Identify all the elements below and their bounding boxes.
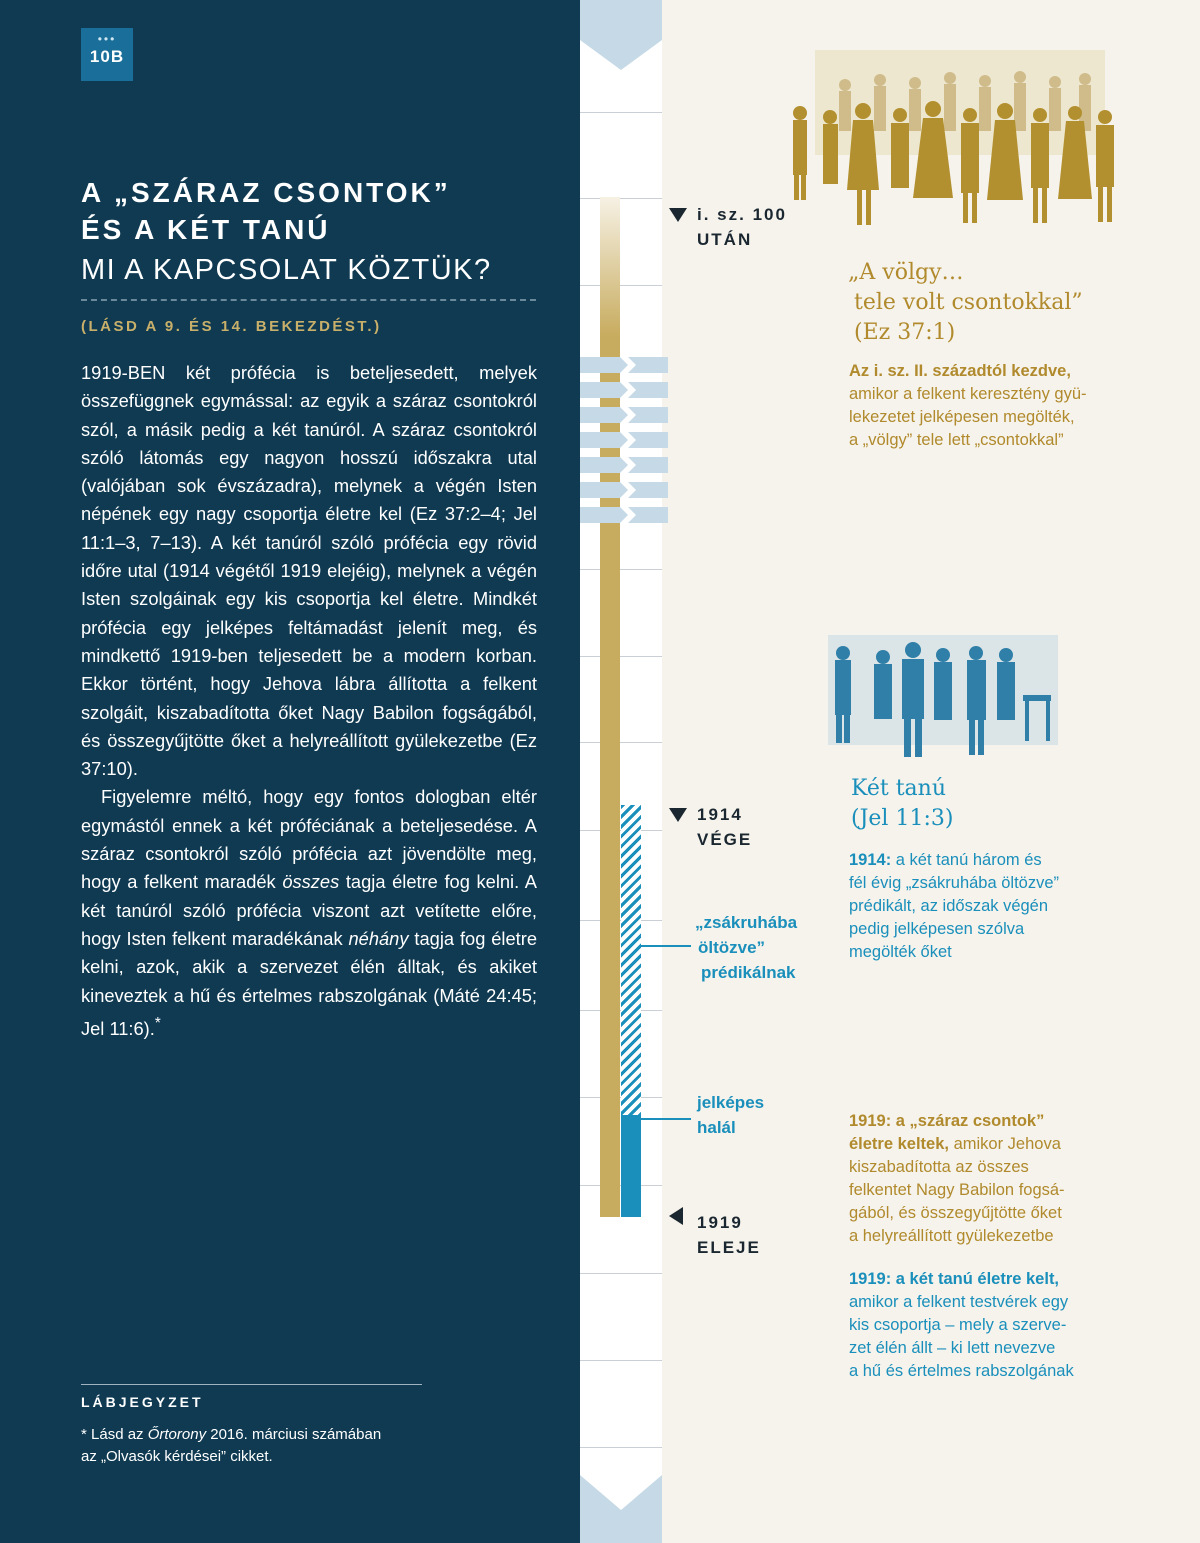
- bones-1919-text: [849, 1110, 1065, 1248]
- bones-1919-bold2: életre keltek,: [849, 1135, 949, 1153]
- title-line-2: ÉS A KÉT TANÚ: [81, 214, 331, 245]
- p2-emphasis-2: néhány: [348, 927, 409, 949]
- timeline-top-arrow: [580, 0, 662, 70]
- timeline-tick: [580, 1447, 662, 1448]
- footnote-line2: az „Olvasók kérdései” cikket.: [81, 1448, 273, 1465]
- footnote-heading: LÁBJEGYZET: [81, 1394, 204, 1410]
- witnesses-heading-line1: Két tanú: [851, 776, 946, 801]
- death-connector: [641, 1118, 691, 1120]
- timeline-tick: [580, 1360, 662, 1361]
- bones-1919-line3: kiszabadította az összes: [849, 1158, 1029, 1176]
- footnote-line1-b: 2016. márciusi számában: [206, 1426, 382, 1443]
- witnesses-text-line1: [849, 849, 1059, 872]
- timeline-tick: [580, 742, 662, 743]
- valley-text-line3: lekezetet jelképesen megölték,: [849, 408, 1075, 426]
- witnesses-text-line5: megölték őket: [849, 943, 952, 961]
- marker-1919-line1: 1919: [697, 1213, 743, 1232]
- timeline-tick: [580, 569, 662, 570]
- reference-note: (LÁSD A 9. ÉS 14. BEKEZDÉST.): [81, 318, 382, 335]
- p2-part-a: Figyelemre méltó, hogy egy fontos dologban eltér egymástól ennek a két próféciának a beteljesedése. A száraz csontokról szóló prófécia azt jövendölte meg, hogy a felkent maradék: [81, 786, 537, 893]
- bones-1919-line5: gából, és összegyűjtötte őket: [849, 1204, 1062, 1222]
- dry-bones-period-bar: [600, 197, 620, 1217]
- timeline-tick: [580, 656, 662, 657]
- timeline-bottom-arrow: [580, 1475, 662, 1543]
- footnote-divider: [81, 1384, 422, 1385]
- paragraph-1: 1919-BEN két prófécia is beteljesedett, melyek összefüggnek egymással: az egyik a száraz csontokról szól, a másik pedig a két tanúról. A száraz csontokról szóló látomás egy nagyon hosszú időszakra utal (valójában sok évszázadra), melynek a végén Isten népének egy nagy csoportja életre kel (Ez 37:2–4; Jel 11:1–3, 7–13). A két tanúról szóló prófécia egy rövid időre utal (1914 végétől 1919 elejéig), melynek a végén Isten szolgáinak egy kis csoportja kel életre. Mindkét prófécia egy jelképes feltámadást jelenít meg, és mindkettő 1919-ben teljesedett be a modern korban. Ekkor történt, hogy Jehova lábra állította a felkent szolgáit, kiszabadította őket Nagy Babilon fogságából, és összegyűjtötte őket a helyreállított gyülekezetbe (Ez 37:10).: [81, 362, 537, 780]
- witnesses-1919-line2: amikor a felkent testvérek egy: [849, 1293, 1069, 1311]
- footnote-publication: Őrtorony: [147, 1426, 207, 1443]
- witnesses-heading: [851, 774, 953, 834]
- sackcloth-connector: [641, 945, 691, 947]
- marker-100ad-line1: i. sz. 100: [697, 205, 787, 224]
- witnesses-text-line2: fél évig „zsákruhába öltözve”: [849, 874, 1060, 892]
- witnesses-text-bold: 1914:: [849, 851, 892, 869]
- bones-1919-line4: felkentet Nagy Babilon fogsá-: [849, 1181, 1065, 1199]
- paragraph-2: [81, 783, 537, 1043]
- bones-1919-line6: a helyreállított gyülekezetbe: [849, 1227, 1054, 1245]
- witnesses-1919-bold: 1919: a két tanú életre kelt,: [849, 1270, 1060, 1288]
- valley-heading-line3: (Ez 37:1): [854, 320, 956, 345]
- bones-1919-line2-rest: amikor Jehova: [948, 1135, 1061, 1153]
- valley-text-bold: Az i. sz. II. századtól kezdve,: [849, 362, 1071, 380]
- marker-1914: [697, 802, 752, 852]
- page-tag-label: 10B: [89, 47, 125, 66]
- crowd-illustration: [785, 45, 1125, 235]
- death-label: [697, 1090, 764, 1140]
- marker-1914-line1: 1914: [697, 805, 743, 824]
- timeline-tick: [580, 1273, 662, 1274]
- witnesses-illustration: [828, 635, 1063, 765]
- footnote-line1-a: * Lásd az: [81, 1426, 148, 1443]
- marker-1914-line2: VÉGE: [697, 830, 753, 849]
- witnesses-text-line3: prédikált, az időszak végén: [849, 897, 1049, 915]
- bones-1919-line2: [849, 1133, 1065, 1156]
- p2-part-b: tagja életre fog kelni. A két tanúról szóló prófécia viszont azt vetítette előre, hogy Isten felkent maradékának: [81, 871, 537, 949]
- witnesses-heading-line2: (Jel 11:3): [851, 806, 954, 831]
- marker-1919-line2: ELEJE: [697, 1238, 761, 1257]
- symbolic-death-bar: [621, 1115, 641, 1217]
- article-body: [81, 359, 537, 1043]
- valley-text: [849, 360, 1087, 452]
- witnesses-1919-line3: kis csoportja – mely a szerve-: [849, 1316, 1067, 1334]
- valley-heading-line2: tele volt csontokkal”: [854, 290, 1083, 315]
- marker-100ad-line2: UTÁN: [697, 230, 753, 249]
- title-line-1: A „SZÁRAZ CSONTOK”: [81, 177, 451, 208]
- title-divider: [81, 299, 536, 301]
- valley-heading: [848, 258, 1083, 348]
- bones-1919-bold1: 1919: a „száraz csontok”: [849, 1112, 1045, 1130]
- sackcloth-label: [695, 910, 797, 985]
- p2-emphasis-1: összes: [282, 871, 340, 893]
- marker-arrow-icon: [669, 1207, 683, 1225]
- centuries-compression-chevrons: [580, 355, 670, 525]
- p2-part-c: tagja fog életre kelni, azok, akik a szervezet élén álltak, és akiket kineveztek a hű és értelmes rabszolgának (Máté 24:45; Jel 11:6).: [81, 927, 537, 1039]
- sackcloth-line1: „zsákruhába: [695, 913, 798, 932]
- witnesses-1919-line5: a hű és értelmes rabszolgának: [849, 1362, 1074, 1380]
- page-tag-dots: •••: [97, 32, 117, 46]
- timeline-tick: [580, 285, 662, 286]
- witnesses-1919-text: [849, 1268, 1074, 1383]
- witnesses-text-line4: pedig jelképesen szólva: [849, 920, 1025, 938]
- timeline-tick: [580, 198, 662, 199]
- witnesses-text-line1-rest: a két tanú három és: [891, 851, 1042, 869]
- sackcloth-line3: prédikálnak: [701, 963, 796, 982]
- footnote-text: [81, 1424, 441, 1468]
- sackcloth-period-bar: [621, 805, 641, 1115]
- death-line2: halál: [697, 1118, 736, 1137]
- death-line1: jelképes: [697, 1093, 765, 1112]
- marker-arrow-icon: [669, 208, 687, 222]
- valley-text-line4: a „völgy” tele lett „csontokkal”: [849, 431, 1064, 449]
- left-panel: [0, 0, 580, 1543]
- footnote-marker[interactable]: *: [154, 1014, 161, 1032]
- timeline-strip: [580, 0, 662, 1543]
- witnesses-text: [849, 849, 1059, 964]
- valley-heading-line1: „A völgy…: [848, 260, 964, 285]
- witnesses-1919-line4: zet élén állt – ki lett nevezve: [849, 1339, 1056, 1357]
- marker-1919: [697, 1210, 761, 1260]
- valley-text-line2: amikor a felkent keresztény gyü-: [849, 385, 1087, 403]
- marker-100ad: [697, 202, 787, 252]
- page-tag: [81, 28, 133, 81]
- title-line-3: MI A KAPCSOLAT KÖZTÜK?: [81, 254, 492, 286]
- marker-arrow-icon: [669, 808, 687, 822]
- timeline-tick: [580, 112, 662, 113]
- sackcloth-line2: öltözve”: [698, 938, 766, 957]
